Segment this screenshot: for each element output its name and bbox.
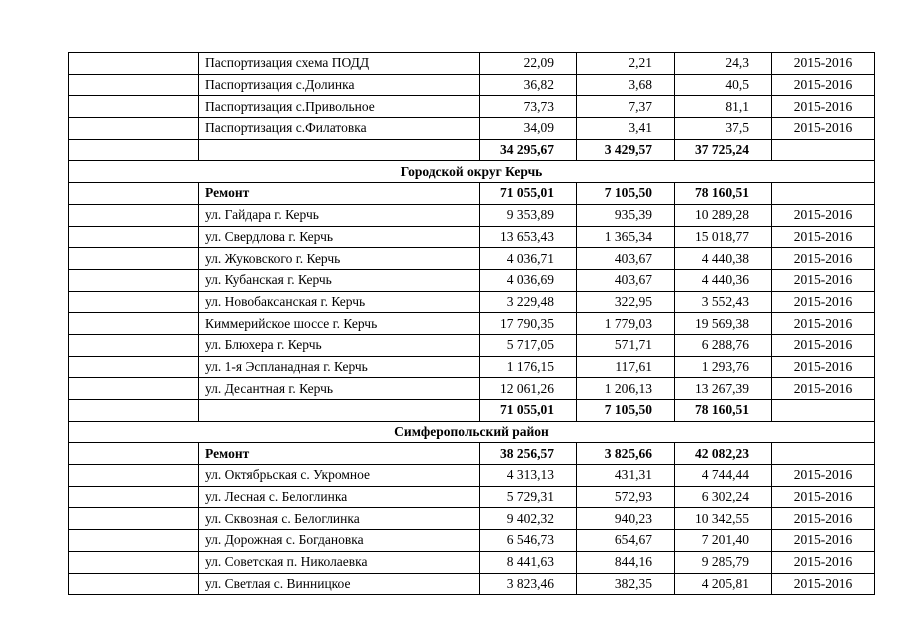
- value-1-cell: 3 229,48: [480, 291, 577, 313]
- value-1-cell: 4 036,69: [480, 269, 577, 291]
- value-1-cell: 6 546,73: [480, 530, 577, 552]
- blank-cell: [69, 530, 199, 552]
- item-name-cell: ул. Гайдара г. Керчь: [199, 204, 480, 226]
- blank-cell: [69, 313, 199, 335]
- value-2-cell: 1 779,03: [577, 313, 675, 335]
- blank-cell: [69, 291, 199, 313]
- period-cell: 2015-2016: [772, 269, 875, 291]
- blank-cell: [69, 96, 199, 118]
- total-row: [69, 139, 875, 161]
- value-2-cell: 2,21: [577, 53, 675, 75]
- item-name-cell: Ремонт: [199, 183, 480, 205]
- blank-cell: [69, 400, 199, 422]
- blank-cell: [69, 508, 199, 530]
- value-2-cell: 3,41: [577, 118, 675, 140]
- item-name-cell: Ремонт: [199, 443, 480, 465]
- value-1-cell: 13 653,43: [480, 226, 577, 248]
- value-2-cell: 382,35: [577, 573, 675, 595]
- blank-cell: [69, 183, 199, 205]
- period-cell: 2015-2016: [772, 204, 875, 226]
- table-row: [69, 291, 875, 313]
- value-3-cell: 40,5: [675, 74, 772, 96]
- value-3-cell: 42 082,23: [675, 443, 772, 465]
- blank-cell: [69, 378, 199, 400]
- value-2-cell: 117,61: [577, 356, 675, 378]
- section-header-row: [69, 421, 875, 443]
- table-row: [69, 378, 875, 400]
- value-1-cell: 4 036,71: [480, 248, 577, 270]
- table-row: [69, 248, 875, 270]
- period-cell: 2015-2016: [772, 356, 875, 378]
- table-row: [69, 204, 875, 226]
- period-cell: 2015-2016: [772, 508, 875, 530]
- value-1-cell: 36,82: [480, 74, 577, 96]
- period-cell: 2015-2016: [772, 53, 875, 75]
- value-3-cell: 19 569,38: [675, 313, 772, 335]
- value-1-cell: 22,09: [480, 53, 577, 75]
- period-cell: [772, 443, 875, 465]
- value-1-cell: 12 061,26: [480, 378, 577, 400]
- blank-cell: [69, 53, 199, 75]
- value-2-cell: 403,67: [577, 248, 675, 270]
- value-1-cell: 38 256,57: [480, 443, 577, 465]
- value-3-cell: 78 160,51: [675, 400, 772, 422]
- item-name-cell: [199, 139, 480, 161]
- period-cell: 2015-2016: [772, 226, 875, 248]
- blank-cell: [69, 356, 199, 378]
- budget-table-body: [69, 53, 875, 595]
- period-cell: 2015-2016: [772, 551, 875, 573]
- blank-cell: [69, 573, 199, 595]
- blank-cell: [69, 269, 199, 291]
- table-row: [69, 226, 875, 248]
- value-2-cell: 431,31: [577, 465, 675, 487]
- table-row: [69, 551, 875, 573]
- blank-cell: [69, 486, 199, 508]
- value-1-cell: 5 729,31: [480, 486, 577, 508]
- period-cell: [772, 183, 875, 205]
- value-2-cell: 571,71: [577, 334, 675, 356]
- period-cell: 2015-2016: [772, 96, 875, 118]
- value-2-cell: 403,67: [577, 269, 675, 291]
- item-name-cell: ул. Лесная с. Белоглинка: [199, 486, 480, 508]
- value-1-cell: 9 353,89: [480, 204, 577, 226]
- item-name-cell: Паспортизация с.Долинка: [199, 74, 480, 96]
- item-name-cell: ул. Светлая с. Винницкое: [199, 573, 480, 595]
- blank-cell: [69, 248, 199, 270]
- value-2-cell: 940,23: [577, 508, 675, 530]
- period-cell: 2015-2016: [772, 378, 875, 400]
- table-row: [69, 530, 875, 552]
- item-name-cell: ул. Свердлова г. Керчь: [199, 226, 480, 248]
- item-name-cell: Киммерийское шоссе г. Керчь: [199, 313, 480, 335]
- period-cell: 2015-2016: [772, 530, 875, 552]
- total-row: [69, 400, 875, 422]
- section-title: Симферопольский район: [69, 421, 875, 443]
- period-cell: 2015-2016: [772, 291, 875, 313]
- table-row: [69, 573, 875, 595]
- value-2-cell: 1 365,34: [577, 226, 675, 248]
- period-cell: 2015-2016: [772, 573, 875, 595]
- value-2-cell: 3 429,57: [577, 139, 675, 161]
- value-2-cell: 654,67: [577, 530, 675, 552]
- value-2-cell: 7,37: [577, 96, 675, 118]
- item-name-cell: Паспортизация с.Филатовка: [199, 118, 480, 140]
- table-row: [69, 465, 875, 487]
- blank-cell: [69, 465, 199, 487]
- blank-cell: [69, 334, 199, 356]
- value-3-cell: 13 267,39: [675, 378, 772, 400]
- value-1-cell: 34,09: [480, 118, 577, 140]
- item-name-cell: Паспортизация с.Привольное: [199, 96, 480, 118]
- item-name-cell: ул. Кубанская г. Керчь: [199, 269, 480, 291]
- value-2-cell: 7 105,50: [577, 400, 675, 422]
- blank-cell: [69, 139, 199, 161]
- table-row: [69, 53, 875, 75]
- item-name-cell: ул. Советская п. Николаевка: [199, 551, 480, 573]
- table-row: [69, 356, 875, 378]
- value-2-cell: 3 825,66: [577, 443, 675, 465]
- period-cell: 2015-2016: [772, 465, 875, 487]
- value-2-cell: 7 105,50: [577, 183, 675, 205]
- value-3-cell: 3 552,43: [675, 291, 772, 313]
- period-cell: [772, 139, 875, 161]
- value-3-cell: 4 440,36: [675, 269, 772, 291]
- item-name-cell: Паспортизация схема ПОДД: [199, 53, 480, 75]
- blank-cell: [69, 74, 199, 96]
- section-title: Городской округ Керчь: [69, 161, 875, 183]
- item-name-cell: ул. Жуковского г. Керчь: [199, 248, 480, 270]
- value-1-cell: 3 823,46: [480, 573, 577, 595]
- value-3-cell: 37 725,24: [675, 139, 772, 161]
- blank-cell: [69, 118, 199, 140]
- value-3-cell: 15 018,77: [675, 226, 772, 248]
- section-header-row: [69, 161, 875, 183]
- value-1-cell: 5 717,05: [480, 334, 577, 356]
- item-name-cell: ул. Сквозная с. Белоглинка: [199, 508, 480, 530]
- total-row: [69, 443, 875, 465]
- value-2-cell: 572,93: [577, 486, 675, 508]
- table-row: [69, 486, 875, 508]
- value-2-cell: 322,95: [577, 291, 675, 313]
- period-cell: 2015-2016: [772, 248, 875, 270]
- period-cell: 2015-2016: [772, 334, 875, 356]
- blank-cell: [69, 226, 199, 248]
- value-3-cell: 7 201,40: [675, 530, 772, 552]
- budget-table: [68, 52, 875, 595]
- value-3-cell: 4 744,44: [675, 465, 772, 487]
- period-cell: 2015-2016: [772, 74, 875, 96]
- item-name-cell: [199, 400, 480, 422]
- value-3-cell: 1 293,76: [675, 356, 772, 378]
- value-2-cell: 1 206,13: [577, 378, 675, 400]
- value-1-cell: 17 790,35: [480, 313, 577, 335]
- table-row: [69, 96, 875, 118]
- table-row: [69, 118, 875, 140]
- period-cell: 2015-2016: [772, 486, 875, 508]
- table-row: [69, 334, 875, 356]
- value-3-cell: 6 302,24: [675, 486, 772, 508]
- table-row: [69, 508, 875, 530]
- item-name-cell: ул. Десантная г. Керчь: [199, 378, 480, 400]
- value-1-cell: 71 055,01: [480, 183, 577, 205]
- value-1-cell: 1 176,15: [480, 356, 577, 378]
- value-3-cell: 37,5: [675, 118, 772, 140]
- value-3-cell: 4 440,38: [675, 248, 772, 270]
- blank-cell: [69, 204, 199, 226]
- value-3-cell: 78 160,51: [675, 183, 772, 205]
- value-2-cell: 3,68: [577, 74, 675, 96]
- table-row: [69, 269, 875, 291]
- value-3-cell: 9 285,79: [675, 551, 772, 573]
- value-3-cell: 24,3: [675, 53, 772, 75]
- value-1-cell: 8 441,63: [480, 551, 577, 573]
- value-1-cell: 71 055,01: [480, 400, 577, 422]
- value-1-cell: 4 313,13: [480, 465, 577, 487]
- value-3-cell: 4 205,81: [675, 573, 772, 595]
- value-1-cell: 34 295,67: [480, 139, 577, 161]
- period-cell: [772, 400, 875, 422]
- value-1-cell: 9 402,32: [480, 508, 577, 530]
- value-3-cell: 81,1: [675, 96, 772, 118]
- table-row: [69, 313, 875, 335]
- item-name-cell: ул. Новобаксанская г. Керчь: [199, 291, 480, 313]
- period-cell: 2015-2016: [772, 118, 875, 140]
- total-row: [69, 183, 875, 205]
- value-3-cell: 10 342,55: [675, 508, 772, 530]
- value-2-cell: 935,39: [577, 204, 675, 226]
- value-2-cell: 844,16: [577, 551, 675, 573]
- item-name-cell: ул. Октябрьская с. Укромное: [199, 465, 480, 487]
- item-name-cell: ул. Блюхера г. Керчь: [199, 334, 480, 356]
- blank-cell: [69, 551, 199, 573]
- value-1-cell: 73,73: [480, 96, 577, 118]
- blank-cell: [69, 443, 199, 465]
- value-3-cell: 6 288,76: [675, 334, 772, 356]
- value-3-cell: 10 289,28: [675, 204, 772, 226]
- item-name-cell: ул. Дорожная с. Богдановка: [199, 530, 480, 552]
- table-row: [69, 74, 875, 96]
- period-cell: 2015-2016: [772, 313, 875, 335]
- item-name-cell: ул. 1-я Эспланадная г. Керчь: [199, 356, 480, 378]
